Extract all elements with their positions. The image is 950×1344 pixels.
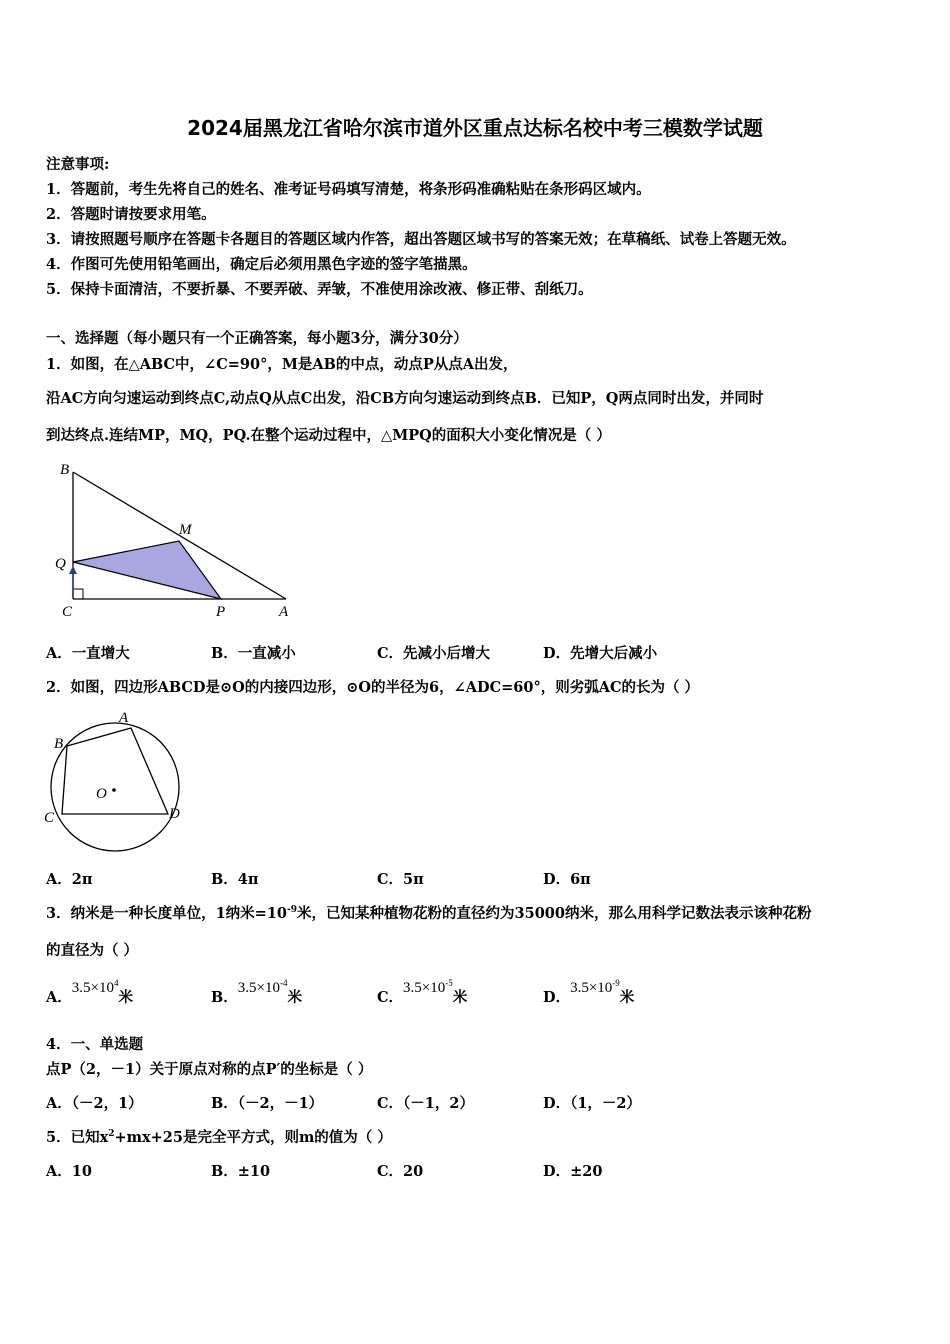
q3-option-b-label: B． — [211, 989, 238, 1006]
label-a: A — [119, 710, 129, 726]
label-a: A — [279, 604, 289, 620]
q3-option-c-base: 3.5×10 — [403, 980, 446, 996]
notice-item-4: 4．作图可先使用铅笔画出，确定后必须用黑色字迹的签字笔描黑。 — [46, 256, 477, 273]
q4-option-c: C．（－1，2） — [377, 1095, 474, 1112]
q4-option-d: D．（1，－2） — [543, 1095, 642, 1112]
label-b: B — [54, 736, 64, 752]
circle-o — [51, 723, 179, 851]
q3-line-1-b: 米，已知某种植物花粉的直径约为35000纳米，那么用科学记数法表示该种花粉 — [297, 905, 812, 922]
q1-line-3: 到达终点.连结MP，MQ，PQ.在整个运动过程中，△MPQ的面积大小变化情况是（ ） — [46, 427, 611, 444]
label-q: Q — [55, 556, 66, 572]
q3-line-2: 的直径为（ ） — [46, 942, 139, 959]
label-c: C — [44, 810, 55, 826]
q3-option-c — [377, 978, 468, 1007]
q3-option-b — [211, 978, 302, 1007]
arrow-head — [69, 566, 77, 574]
q1-triangle-figure — [50, 458, 310, 623]
right-angle-mark — [73, 589, 83, 599]
q3-option-d-base: 3.5×10 — [570, 980, 613, 996]
q5-option-b: B．±10 — [211, 1163, 271, 1180]
q3-option-a-unit: 米 — [118, 989, 133, 1006]
q5-option-a: A．10 — [46, 1163, 92, 1180]
notice-item-2: 2．答题时请按要求用笔。 — [46, 206, 216, 223]
q4-heading: 4．一、单选题 — [46, 1036, 144, 1053]
q3-option-c-math — [403, 980, 453, 996]
q1-line-2: 沿AC方向匀速运动到终点C,动点Q从点C出发，沿CB方向匀速运动到终点B．已知P，Q两点同时出发，并同时 — [46, 390, 764, 407]
q1-option-a: A．一直增大 — [46, 645, 130, 662]
notice-heading: 注意事项: — [46, 156, 110, 173]
center-point — [112, 788, 116, 792]
q3-option-b-exp: -4 — [279, 978, 288, 988]
q5-option-c: C．20 — [377, 1163, 424, 1180]
q2-option-d: D．6π — [543, 871, 591, 888]
q4-text: 点P（2，－1）关于原点对称的点P′的坐标是（ ） — [46, 1061, 373, 1078]
q3-option-b-unit: 米 — [287, 989, 302, 1006]
q1-line-1: 1．如图，在△ABC中，∠C=90°，M是AB的中点，动点P从点A出发， — [46, 356, 518, 373]
q3-line-1 — [46, 902, 811, 923]
label-b: B — [60, 462, 70, 478]
q3-option-d-math — [570, 980, 620, 996]
q3-option-d-label: D． — [543, 989, 571, 1006]
q5-text-b: +mx+25是完全平方式，则m的值为（ ） — [114, 1129, 392, 1146]
q3-option-c-exp: -5 — [445, 978, 453, 988]
q5-text-exp: 2 — [108, 1129, 115, 1140]
q5-text — [46, 1126, 392, 1147]
q4-option-b: B．（－2，－1） — [211, 1095, 324, 1112]
section-heading: 一、选择题（每小题只有一个正确答案，每小题3分，满分30分） — [46, 330, 468, 347]
notice-item-1: 1．答题前，考生先将自己的姓名、准考证号码填写清楚，将条形码准确粘贴在条形码区域内。 — [46, 181, 651, 198]
q4-option-a: A．（－2，1） — [46, 1095, 143, 1112]
q3-option-d-exp: -9 — [612, 978, 620, 988]
mpq-triangle — [73, 541, 221, 599]
label-m: M — [179, 522, 192, 538]
q3-option-c-unit: 米 — [452, 989, 468, 1006]
q1-option-d: D．先增大后减小 — [543, 645, 658, 662]
q2-option-a: A．2π — [46, 871, 93, 888]
q2-circle-figure — [40, 705, 200, 855]
label-d: D — [169, 806, 180, 822]
q2-option-b: B．4π — [211, 871, 259, 888]
label-o: O — [96, 786, 107, 802]
q5-text-a: 5．已知x — [46, 1129, 109, 1146]
label-c: C — [62, 604, 73, 620]
q3-option-a-exp: 4 — [113, 978, 119, 988]
q3-option-b-math — [238, 980, 288, 996]
q5-option-d: D．±20 — [543, 1163, 603, 1180]
q3-line-1-exp: -9 — [287, 905, 298, 916]
q3-option-d — [543, 978, 635, 1007]
q3-option-a — [46, 978, 133, 1007]
notice-item-3: 3．请按照题号顺序在答题卡各题目的答题区域内作答，超出答题区域书写的答案无效；在草稿纸、试卷上答题无效。 — [46, 231, 796, 248]
q3-option-a-math — [72, 980, 119, 996]
q3-option-a-base: 3.5×10 — [71, 980, 114, 996]
q3-option-d-unit: 米 — [619, 989, 635, 1006]
q2-text: 2．如图，四边形ABCD是⊙O的内接四边形，⊙O的半径为6，∠ADC=60°，则劣弧AC的长为（ ） — [46, 679, 700, 696]
page-title: 2024届黑龙江省哈尔滨市道外区重点达标名校中考三模数学试题 — [187, 116, 763, 140]
q3-line-1-a: 3．纳米是一种长度单位，1纳米=10 — [46, 905, 288, 922]
label-p: P — [216, 604, 226, 620]
q3-option-c-label: C． — [377, 989, 404, 1006]
q1-option-b: B．一直减小 — [211, 645, 296, 662]
notice-item-5: 5．保持卡面清洁，不要折暴、不要弄破、弄皱，不准使用涂改液、修正带、刮纸刀。 — [46, 281, 593, 298]
q2-option-c: C．5π — [377, 871, 424, 888]
q3-option-b-base: 3.5×10 — [237, 980, 280, 996]
quad-abcd — [62, 728, 168, 814]
q3-option-a-label: A． — [46, 989, 72, 1006]
q1-option-c: C．先减小后增大 — [377, 645, 491, 662]
